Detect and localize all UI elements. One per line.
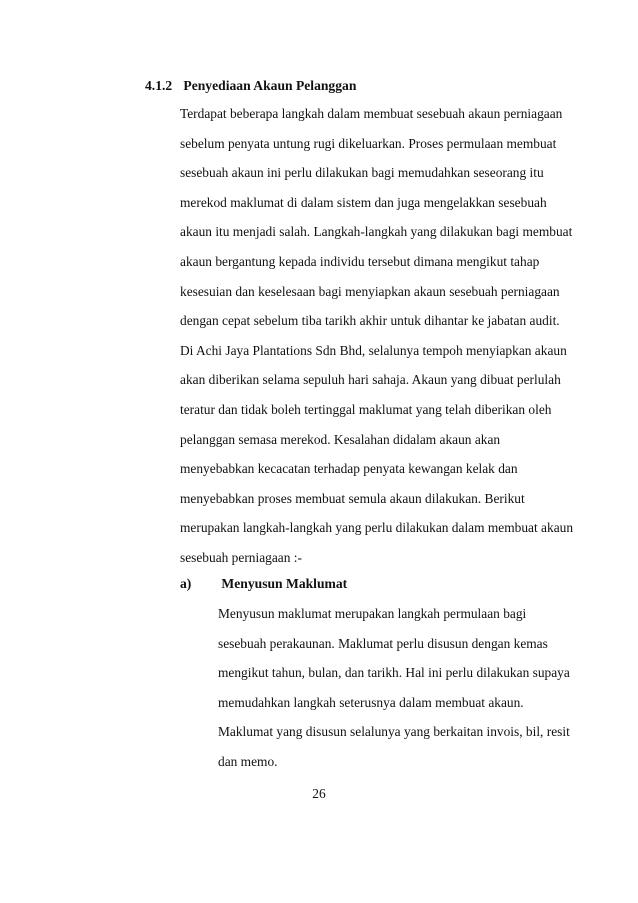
- paragraph-line: sesebuah perakaunan. Maklumat perlu disusun dengan kemas: [218, 635, 548, 651]
- paragraph-line: sesebuah perniagaan :-: [180, 549, 302, 565]
- paragraph-line: memudahkan langkah seterusnya dalam membuat akaun.: [218, 694, 524, 710]
- paragraph-line: merupakan langkah-langkah yang perlu dilakukan dalam membuat akaun: [180, 520, 574, 536]
- paragraph-line: mengikut tahun, bulan, dan tarikh. Hal ini perlu dilakukan supaya: [218, 665, 570, 681]
- paragraph-line: Terdapat beberapa langkah dalam membuat sesebuah akaun perniagaan: [180, 106, 563, 121]
- paragraph-line: akaun itu menjadi salah. Langkah-langkah yang dilakukan bagi membuat: [180, 224, 573, 240]
- paragraph-line: akan diberikan selama sepuluh hari sahaja. Akaun yang dibuat perlulah: [180, 372, 561, 388]
- subsection-letter: a): [180, 576, 192, 591]
- section-number: 4.1.2: [145, 78, 173, 93]
- section-paragraph: [180, 104, 580, 578]
- paragraph-line: dengan cepat sebelum tiba tarikh akhir untuk dihantar ke jabatan audit.: [180, 313, 560, 329]
- section-heading: [145, 78, 356, 94]
- paragraph-line: teratur dan tidak boleh tertinggal maklumat yang telah diberikan oleh: [180, 401, 552, 417]
- paragraph-line: Menyusun maklumat merupakan langkah permulaan bagi: [218, 606, 527, 621]
- paragraph-line: kesesuian dan keselesaan bagi menyiapkan akaun sesebuah perniagaan: [180, 283, 560, 299]
- subsection-paragraph: [218, 604, 578, 782]
- paragraph-line: menyebabkan proses membuat semula akaun dilakukan. Berikut: [180, 490, 525, 506]
- paragraph-line: akaun bergantung kepada individu tersebut dimana mengikut tahap: [180, 253, 540, 269]
- paragraph-line: Maklumat yang disusun selalunya yang berkaitan invois, bil, resit: [218, 724, 570, 740]
- paragraph-line: menyebabkan kecacatan terhadap penyata kewangan kelak dan: [180, 461, 518, 477]
- page-number: 26: [312, 786, 326, 801]
- subsection-heading: [180, 576, 347, 592]
- paragraph-line: dan memo.: [218, 753, 278, 769]
- paragraph-line: Di Achi Jaya Plantations Sdn Bhd, selalunya tempoh menyiapkan akaun: [180, 342, 567, 358]
- subsection-title: Menyusun Maklumat: [221, 576, 348, 591]
- paragraph-line: merekod maklumat di dalam sistem dan juga mengelakkan sesebuah: [180, 194, 547, 210]
- paragraph-line: sesebuah akaun ini perlu dilakukan bagi memudahkan seseorang itu: [180, 165, 544, 181]
- section-title: Penyediaan Akaun Pelanggan: [183, 78, 357, 93]
- paragraph-line: sebelum penyata untung rugi dikeluarkan. Proses permulaan membuat: [180, 135, 557, 151]
- paragraph-line: pelanggan semasa merekod. Kesalahan didalam akaun akan: [180, 431, 501, 447]
